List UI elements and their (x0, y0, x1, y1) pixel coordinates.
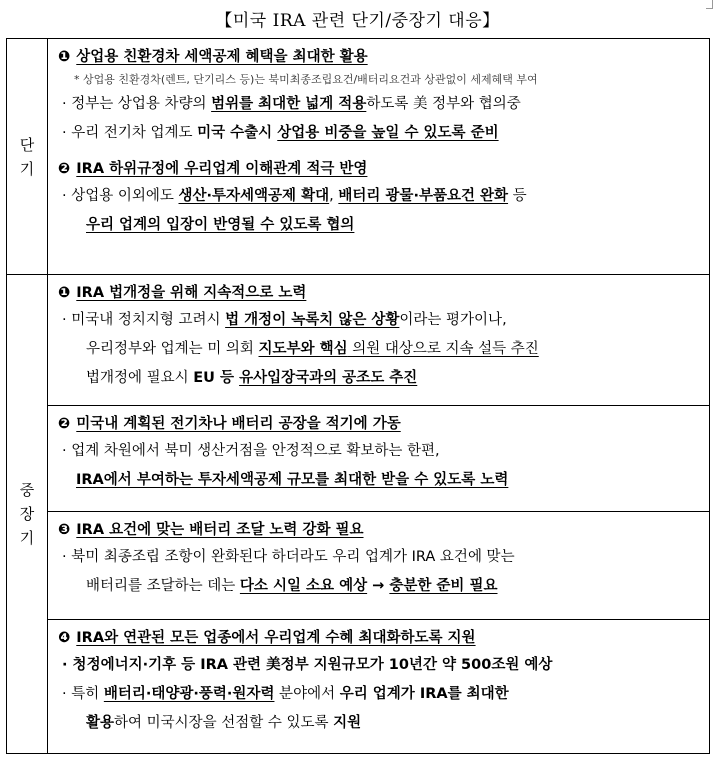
footnote: * 상업용 친환경차(렌트, 단기리스 등)는 북미최종조립요건/배터리요건과 상관없이 세제혜택 부여 (74, 73, 538, 86)
heading-text: 상업용 친환경차 세액공제 혜택을 최대한 활용 (76, 49, 368, 65)
section-heading (58, 517, 699, 543)
bullet-line: 활용하여 미국시장을 선점할 수 있도록 지원 (86, 715, 362, 732)
short-term-label-char-2: 기 (19, 159, 35, 178)
section-heading (58, 625, 699, 651)
long-term-label-char-2: 장 (19, 505, 35, 524)
bullet-line: 우리정부와 업계는 미 의회 지도부와 핵심 의원 대상으로 지속 설득 추진 (86, 341, 539, 358)
bullet-line: 배터리를 조달하는 데는 다소 시일 소요 예상 → 충분한 준비 필요 (86, 578, 498, 595)
circled-number-2-icon: ❷ (58, 416, 71, 433)
bullet-line: · 정부는 상업용 차량의 범위를 최대한 넓게 적용하도록 美 정부와 협의중 (62, 96, 521, 112)
short-term-row (7, 39, 710, 275)
bullet-line: · 우리 전기차 업계도 미국 수출시 상업용 비중을 높일 수 있도록 준비 (62, 125, 499, 141)
bullet-line: 우리 업계의 입장이 반영될 수 있도록 협의 (86, 217, 355, 233)
bullet-line: IRA에서 부여하는 투자세액공제 규모를 최대한 받을 수 있도록 노력 (76, 472, 509, 489)
circled-number-2-icon: ❷ (58, 161, 71, 177)
section-heading (58, 156, 699, 182)
long-term-section-2 (48, 405, 709, 511)
bullet-line: · 북미 최종조립 조항이 완화된다 하더라도 우리 업계가 IRA 요건에 맞는 (62, 549, 515, 566)
long-term-content (48, 275, 710, 754)
bullet-line: 법개정에 필요시 EU 등 유사입장국과의 공조도 추진 (86, 370, 418, 387)
heading-text: IRA 법개정을 위해 지속적으로 노력 (76, 285, 307, 302)
circled-number-3-icon: ❸ (58, 522, 71, 539)
document-title: 【미국 IRA 관련 단기/중장기 대응】 (215, 11, 500, 31)
circled-number-1-icon: ❶ (58, 285, 71, 302)
long-term-row (7, 275, 710, 754)
short-term-content (48, 39, 710, 275)
long-term-label-char-3: 기 (19, 529, 35, 548)
short-term-section-1 (48, 39, 709, 269)
circled-number-4-icon: ❹ (58, 630, 71, 647)
section-heading (58, 44, 699, 70)
long-term-section-4 (48, 619, 709, 742)
circled-number-1-icon: ❶ (58, 49, 71, 65)
bullet-line: · 청정에너지·기후 등 IRA 관련 美정부 지원규모가 10년간 약 500조원 예상 (62, 657, 553, 674)
bullet-line: · 업계 차원에서 북미 생산거점을 안정적으로 확보하는 한편, (62, 443, 440, 460)
bullet-line: · 미국내 정치지형 고려시 법 개정이 녹록치 않은 상황이라는 평가이나, (62, 312, 507, 329)
long-term-section-1 (48, 275, 709, 405)
heading-text: 미국내 계획된 전기차나 배터리 공장을 적기에 가동 (76, 416, 401, 433)
response-table (6, 38, 710, 754)
long-term-label-char-1: 중 (19, 481, 35, 500)
section-heading (58, 280, 699, 306)
bullet-line: · 특히 배터리·태양광·풍력·원자력 분야에서 우리 업계가 IRA를 최대한 (62, 686, 509, 703)
long-term-label (7, 275, 48, 754)
heading-text: IRA 하위규정에 우리업계 이해관계 적극 반영 (76, 161, 368, 177)
bullet-line: · 상업용 이외에도 생산·투자세액공제 확대, 배터리 광물·부품요건 완화 등 (62, 188, 527, 204)
section-heading (58, 411, 699, 437)
heading-text: IRA와 연관된 모든 업종에서 우리업계 수혜 최대화하도록 지원 (76, 630, 476, 647)
short-term-label-char-1: 단 (19, 135, 35, 154)
short-term-label (7, 39, 48, 275)
long-term-section-3 (48, 511, 709, 619)
heading-text: IRA 요건에 맞는 배터리 조달 노력 강화 필요 (76, 522, 364, 539)
corner-mark (706, 0, 713, 9)
